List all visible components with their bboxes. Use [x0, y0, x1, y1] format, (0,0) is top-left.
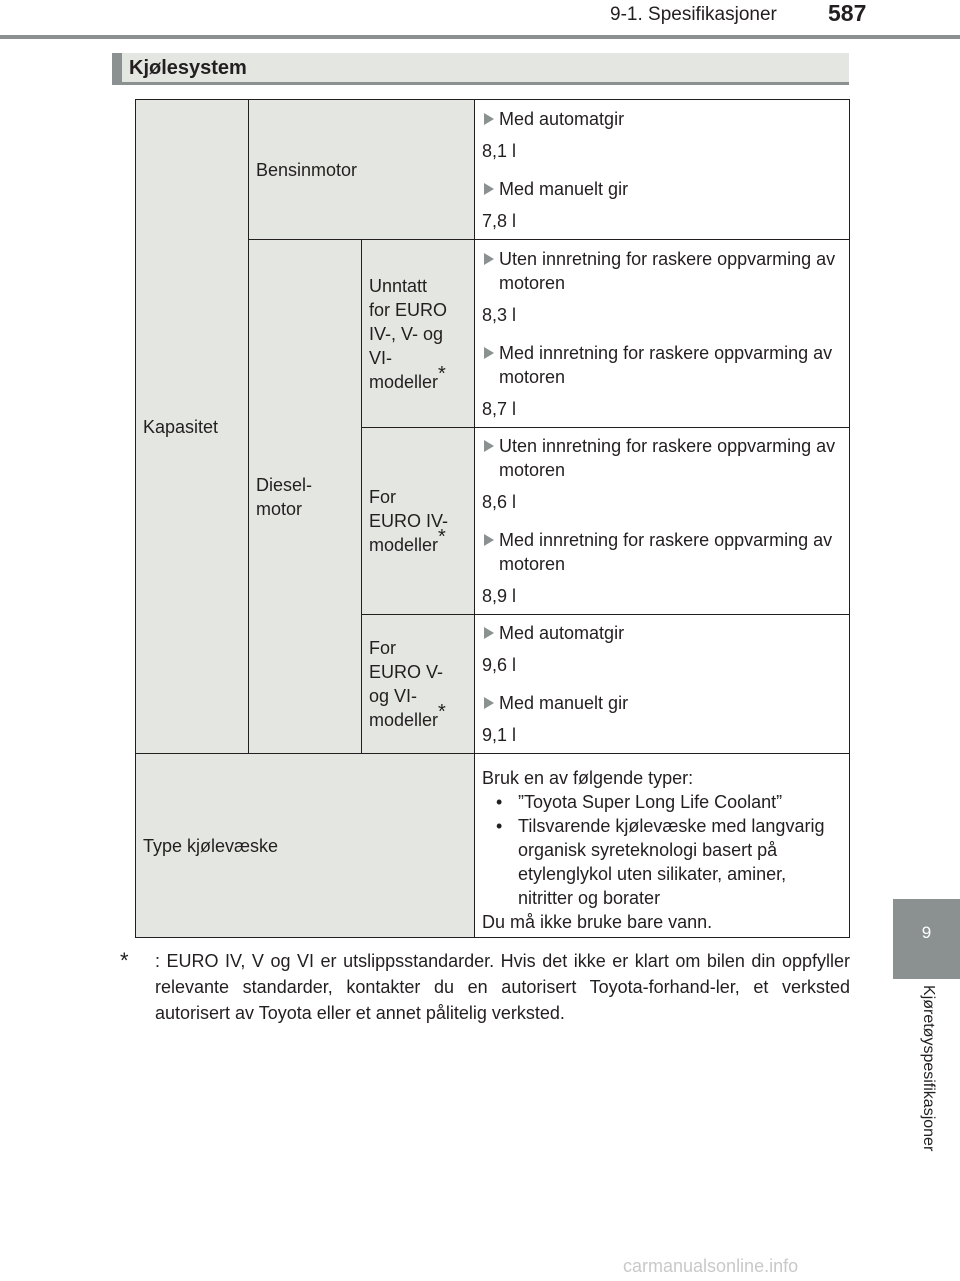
- coolant-type-label: Type kjølevæske: [136, 754, 475, 938]
- condition-text: Uten innretning for raskere oppvarming av motoren: [499, 248, 836, 293]
- variant-line: modeller*: [369, 526, 446, 555]
- footnote-marker: *: [438, 362, 446, 385]
- variant-line: Unntatt: [369, 275, 428, 296]
- triangle-bullet-icon: [484, 347, 494, 359]
- triangle-bullet-icon: [484, 183, 494, 195]
- variant-line: for EURO: [369, 299, 448, 320]
- triangle-bullet-icon: [484, 627, 494, 639]
- chapter-tab: [893, 899, 960, 979]
- section-heading: [112, 53, 849, 85]
- capacity-value: 8,3 l: [482, 304, 517, 325]
- footnote-marker: *: [438, 701, 446, 723]
- list-item: • Tilsvarende kjølevæske med langvarig organisk syreteknologi basert på etylenglykol uten silikater, aminer, nitritter og borater: [496, 816, 825, 908]
- list-item: • ”Toyota Super Long Life Coolant”: [496, 792, 783, 812]
- bullet-icon: •: [496, 792, 503, 812]
- triangle-bullet-icon: [484, 534, 494, 546]
- chapter-tab-number: 9: [921, 923, 932, 942]
- coolant-values: [475, 754, 850, 938]
- variant-line: For: [369, 487, 396, 507]
- variant-line: modeller*: [369, 701, 446, 730]
- variant-line: EURO IV-: [369, 511, 449, 531]
- capacity-value: 8,7 l: [482, 398, 517, 419]
- triangle-bullet-icon: [484, 697, 494, 709]
- header-divider: [0, 35, 960, 39]
- variant-line: For: [369, 638, 396, 658]
- chapter-title: 9-1. Spesifikasjoner: [610, 4, 777, 25]
- coolant-type-list: [482, 790, 842, 910]
- condition-text: Med innretning for raskere oppvarming av motoren: [499, 342, 833, 387]
- capacity-value: 8,1 l: [482, 140, 517, 161]
- petrol-engine-label: Bensinmotor: [249, 100, 475, 240]
- triangle-bullet-icon: [484, 113, 494, 125]
- section-title: Kjølesystem: [129, 57, 247, 79]
- condition-text: Med innretning for raskere oppvarming av motoren: [499, 530, 833, 574]
- diesel-values: [475, 615, 850, 754]
- coolant-note: Du må ikke bruke bare vann.: [482, 912, 713, 932]
- condition-text: Med automatgir: [499, 108, 625, 129]
- diesel-values: [475, 240, 850, 428]
- variant-line: og VI-: [369, 686, 418, 706]
- footnote-text: : EURO IV, V og VI er utslippsstandarder. Hvis det ikke er klart om bilen din oppfyller relevante standarder, kontakter du en autorisert Toyota-forhand-ler, et verksted autorisert av Toyota eller et annet pålitelig verksted.: [155, 951, 850, 1023]
- capacity-label: Kapasitet: [136, 100, 249, 754]
- footnote-marker: *: [120, 948, 129, 973]
- diesel-variant-label: [362, 240, 475, 428]
- capacity-value: 9,6 l: [482, 655, 517, 675]
- cooling-spec-table: [135, 99, 850, 938]
- diesel-variant-label: [362, 615, 475, 754]
- coolant-intro: Bruk en av følgende typer:: [482, 768, 694, 788]
- bullet-icon: •: [496, 816, 503, 836]
- condition-text: Uten innretning for raskere oppvarming av motoren: [499, 436, 836, 480]
- capacity-value: 7,8 l: [482, 210, 517, 231]
- triangle-bullet-icon: [484, 440, 494, 452]
- footnote: [120, 948, 850, 1026]
- condition-text: Med automatgir: [499, 623, 625, 643]
- variant-line: EURO V-: [369, 662, 444, 682]
- table-row: [136, 754, 850, 938]
- triangle-bullet-icon: [484, 253, 494, 265]
- capacity-value: 8,9 l: [482, 586, 517, 606]
- diesel-label-line: Diesel-: [256, 474, 313, 495]
- watermark: carmanualsonline.info: [623, 1256, 799, 1276]
- variant-line: VI-: [369, 347, 393, 368]
- footnote-marker: *: [438, 526, 446, 548]
- capacity-value: 8,6 l: [482, 492, 517, 512]
- section-heading-marker: [112, 53, 122, 82]
- diesel-engine-label: [249, 240, 362, 754]
- capacity-value: 9,1 l: [482, 725, 517, 745]
- page-number: 587: [828, 0, 867, 26]
- variant-line: IV-, V- og: [369, 323, 444, 344]
- diesel-values: [475, 428, 850, 615]
- condition-text: Med manuelt gir: [499, 693, 629, 713]
- condition-text: Med manuelt gir: [499, 178, 629, 199]
- variant-line: modeller*: [369, 362, 446, 392]
- petrol-values: [475, 100, 850, 240]
- table-row: [136, 100, 850, 240]
- diesel-variant-label: [362, 428, 475, 615]
- chapter-tab-label: Kjøretøyspesifikasjoner: [920, 985, 937, 1152]
- diesel-label-line: motor: [256, 498, 303, 519]
